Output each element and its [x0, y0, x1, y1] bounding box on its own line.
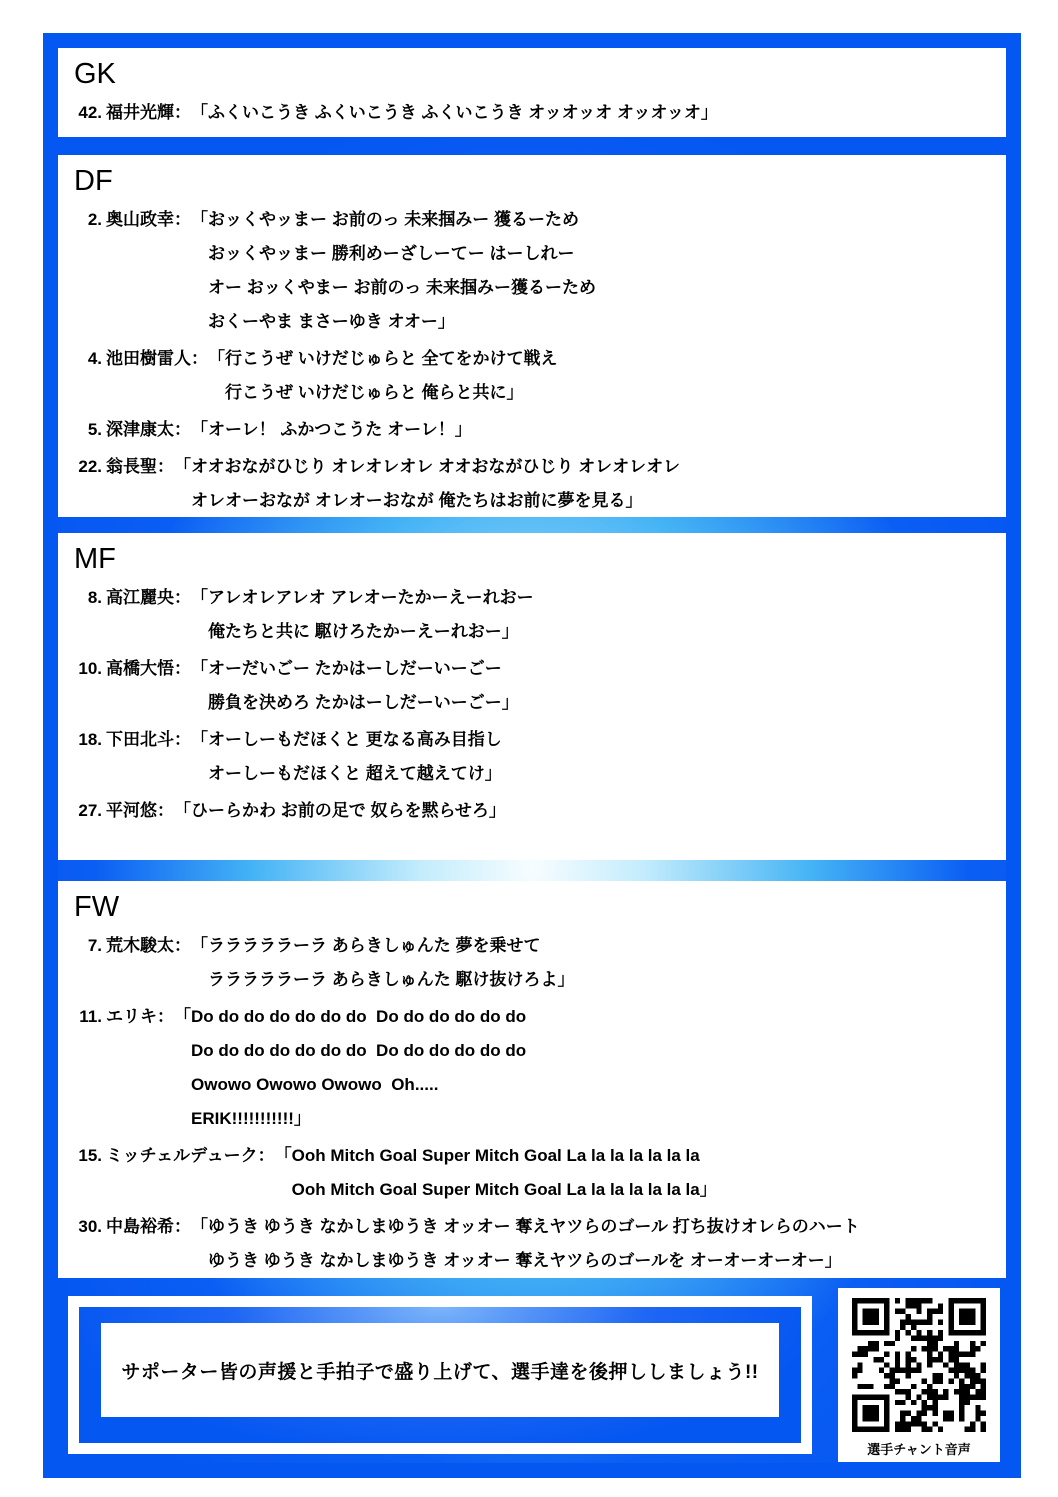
chant-lyrics — [191, 1210, 860, 1278]
player-number: 42. — [78, 103, 102, 122]
player-chant-row — [72, 581, 992, 649]
chant-lyrics — [191, 652, 519, 720]
player-chant-row — [72, 450, 992, 517]
player-label — [72, 342, 208, 410]
chant-lyrics — [191, 723, 502, 791]
player-name: 奥山政幸： — [106, 210, 191, 229]
section-mf — [58, 533, 1006, 860]
chant-line: 「Do do do do do do do Do do do do do do — [174, 1007, 527, 1026]
chant-line: おくーやま まさーゆき オオー」 — [208, 312, 455, 331]
chant-line: 「ラララララーラ あらきしゅんた 夢を乗せて — [191, 936, 541, 955]
chant-lyrics — [275, 1139, 717, 1207]
section-header: MF — [74, 543, 116, 575]
section-header: DF — [74, 165, 113, 197]
chant-line: ラララララーラ あらきしゅんた 駆け抜けろよ」 — [208, 970, 575, 989]
player-name: 中島裕希： — [106, 1217, 191, 1236]
player-name: 福井光輝： — [106, 103, 191, 122]
chant-line: オー おッくやまー お前のっ 未来掴みー獲るーため — [208, 278, 596, 297]
section-fw — [58, 881, 1006, 1278]
player-name: 高江麗央： — [106, 588, 191, 607]
chant-lyrics — [191, 581, 534, 649]
chant-line: 「オーレ！ ふかつこうた オーレ！」 — [191, 420, 472, 439]
player-chant-row — [72, 1210, 992, 1278]
player-name: 下田北斗： — [106, 730, 191, 749]
chant-line: 「アレオレアレオ アレオーたかーえーれおー — [191, 588, 534, 607]
chant-line: 「ゆうき ゆうき なかしまゆうき オッオー 奪えヤツらのゴール 打ち抜けオレらのハート — [191, 1217, 860, 1236]
section-gk — [58, 48, 1006, 137]
chant-line: 「Ooh Mitch Goal Super Mitch Goal La la la la la la la — [274, 1146, 700, 1165]
player-number: 7. — [87, 936, 102, 955]
chant-line: 「ふくいこうき ふくいこうき ふくいこうき オッオッオ オッオッオ」 — [191, 103, 718, 122]
chant-lyrics — [174, 450, 680, 517]
chant-line: Owowo Owowo Owowo Oh..... — [191, 1075, 439, 1094]
footer — [58, 1288, 1006, 1463]
player-chant-row — [72, 1000, 992, 1136]
chant-line: 俺たちと共に 駆けろたかーえーれおー」 — [208, 622, 519, 641]
chant-line: オーしーもだほくと 超えて越えてけ」 — [208, 764, 502, 783]
chant-line: 「行こうぜ いけだじゅらと 全てをかけて戦え — [208, 349, 558, 368]
player-number: 15. — [78, 1146, 102, 1165]
player-chant-row — [72, 413, 992, 447]
player-chant-row — [72, 203, 992, 339]
chant-line: 「おッくやッまー お前のっ 未来掴みー 獲るーため — [191, 210, 579, 229]
support-message: サポーター皆の声援と手拍子で盛り上げて、選手達を後押ししましょう!! — [121, 1361, 759, 1383]
content-area — [58, 48, 1006, 1463]
section-header: FW — [74, 891, 120, 923]
player-name: 池田樹雷人： — [106, 349, 208, 368]
chant-line: オレオーおなが オレオーおなが 俺たちはお前に夢を見る」 — [191, 491, 643, 510]
chant-lyrics — [191, 929, 574, 997]
qr-panel — [838, 1288, 1000, 1462]
player-label — [72, 203, 191, 339]
message-text-box — [101, 1323, 779, 1417]
qr-label: 選手チャント音声 — [867, 1442, 971, 1457]
chant-line: おッくやッまー 勝利めーざしーてー はーしれー — [208, 244, 575, 263]
player-name: 翁長聖： — [106, 457, 174, 476]
player-chant-row — [72, 929, 992, 997]
player-chant-row — [72, 652, 992, 720]
player-number: 8. — [87, 588, 102, 607]
player-chant-row — [72, 96, 992, 130]
player-number: 27. — [78, 801, 102, 820]
player-number: 11. — [79, 1007, 102, 1026]
chant-lyrics — [191, 203, 596, 339]
player-name: 平河悠： — [106, 801, 174, 820]
chant-line: 「オーしーもだほくと 更なる高み目指し — [191, 730, 502, 749]
player-name: 荒木駿太： — [106, 936, 191, 955]
player-chant-row — [72, 723, 992, 791]
qr-code-icon — [852, 1298, 986, 1432]
player-label — [72, 413, 191, 447]
player-label — [72, 794, 174, 828]
player-label — [72, 929, 191, 997]
player-label — [72, 1210, 191, 1278]
player-number: 5. — [87, 420, 102, 439]
chant-lyrics — [208, 342, 557, 410]
chant-line: ゆうき ゆうき なかしまゆうき オッオー 奪えヤツらのゴールを オーオーオーオー」 — [208, 1251, 842, 1270]
player-number: 2. — [87, 210, 102, 229]
chant-line: 「ひーらかわ お前の足で 奴らを黙らせろ」 — [174, 801, 506, 820]
player-label — [72, 581, 191, 649]
player-label — [72, 1139, 275, 1207]
chant-line: 「オーだいごー たかはーしだーいーごー — [191, 659, 502, 678]
player-label — [72, 450, 174, 517]
player-name: エリキ： — [106, 1007, 174, 1026]
chant-line: Do do do do do do do Do do do do do do — [191, 1041, 527, 1060]
player-number: 30. — [78, 1217, 102, 1236]
blue-frame — [43, 33, 1021, 1478]
player-chant-row — [72, 342, 992, 410]
player-number: 4. — [87, 349, 102, 368]
player-chant-row — [72, 1139, 992, 1207]
chant-lyrics — [174, 1000, 526, 1136]
player-chant-row — [72, 794, 992, 828]
player-label — [72, 723, 191, 791]
player-number: 18. — [78, 730, 102, 749]
player-number: 22. — [78, 457, 102, 476]
chant-line: 「オオおながひじり オレオレオレ オオおながひじり オレオレオレ — [174, 457, 681, 476]
message-blue-band — [79, 1307, 801, 1443]
player-label — [72, 1000, 174, 1136]
player-name: 高橋大悟： — [106, 659, 191, 678]
player-name: ミッチェルデューク： — [106, 1146, 275, 1165]
chant-lyrics — [174, 794, 506, 828]
chant-lyrics — [191, 96, 718, 130]
section-header: GK — [74, 58, 116, 90]
player-number: 10. — [78, 659, 102, 678]
player-name: 深津康太： — [106, 420, 191, 439]
section-df — [58, 155, 1006, 517]
player-label — [72, 96, 191, 130]
chant-lyrics — [191, 413, 472, 447]
chant-line: Ooh Mitch Goal Super Mitch Goal La la la la la la la」 — [291, 1180, 717, 1199]
support-message-box — [68, 1296, 812, 1454]
chant-line: 勝負を決めろ たかはーしだーいーごー」 — [208, 693, 519, 712]
player-label — [72, 652, 191, 720]
chant-line: ERIK!!!!!!!!!!!」 — [191, 1109, 311, 1128]
chant-line: 行こうぜ いけだじゅらと 俺らと共に」 — [225, 383, 524, 402]
